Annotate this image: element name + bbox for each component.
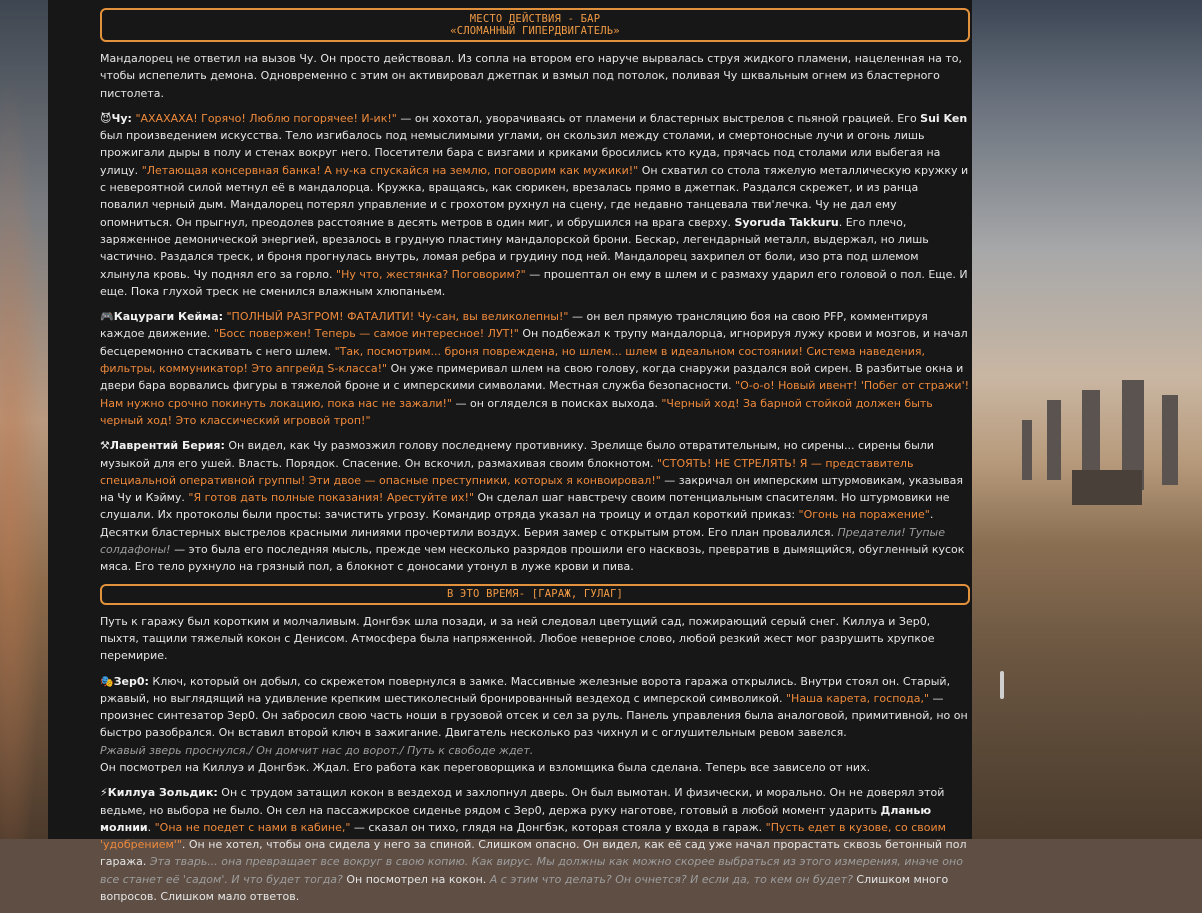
scrollbar-thumb[interactable]	[1000, 671, 1004, 699]
lightning-icon: ⚡	[100, 786, 108, 800]
narration-text: Слишком много вопросов. Слишком мало ответов.	[100, 872, 949, 904]
background-left-edge	[0, 0, 48, 839]
ruin-block	[1072, 470, 1142, 505]
hammer-sickle-icon: ⚒	[100, 439, 110, 453]
inner-thought: Эта тварь... она превращает все вокруг в свою копию. Как вирус. Мы должны как можно скорее выбраться из этого измерения, иначе оно все станет её 'садом'. И что будет тогда?	[100, 855, 963, 886]
narration-text: Он видел, как Чу размозжил голову последнему противнику. Зрелище было отвратительным, но сирены... сирены были музыкой для его ушей. Власть. Порядок. Спасение. Он вскочил, размахивая своим блокнотом.	[100, 439, 934, 470]
narration-text: . Десятки бластерных выстрелов красными линиями прочертили воздух. Берия замер с открытым ртом. Его план провалился.	[100, 508, 934, 539]
technique-name: Syoruda Takkuru	[734, 215, 839, 229]
rock-spire	[1162, 395, 1178, 485]
character-name: Чу:	[111, 111, 132, 125]
dialogue-quote: "АХАХАХА! Горячо! Люблю погорячее! И-ик!"	[135, 111, 397, 125]
character-paragraph-beria	[100, 437, 970, 575]
narration-text: — он огляделся в поисках выхода.	[451, 396, 662, 410]
narration-text: — сказал он тихо, глядя на Донгбэк, которая стояла у входа в гараж.	[350, 820, 766, 834]
character-paragraph-zer0	[100, 673, 970, 777]
narration-text: — закричал он имперским штурмовикам, указывая на Чу и Кэйму.	[100, 473, 963, 505]
narration-text: Он уже примеривал шлем на свою голову, когда снаружи раздался вой сирен. В разбитые окна и двери бара ворвались фигуры в тяжелой броне и с имперскими символами. Местная служба безопасности.	[100, 362, 964, 393]
character-name: Кацураги Кейма:	[113, 310, 223, 324]
location-title: МЕСТО ДЕЙСТВИЯ - БАР	[469, 13, 601, 25]
narration-text: Он посмотрел на кокон.	[342, 872, 490, 886]
location-subtitle: «СЛОМАННЫЙ ГИПЕРДВИГАТЕЛЬ»	[450, 25, 620, 37]
location-header-garage	[100, 584, 970, 605]
narration-text: Он с трудом затащил кокон в вездеход и захлопнул дверь. Он был вымотан. И физически, и морально. Он не доверял этой ведьме, но выбора не было. Он сел на пассажирское сиденье рядом с Зер0, держа руку наготове, готовый в любой момент ударить	[100, 786, 945, 817]
character-name: Киллуа Зольдик:	[107, 786, 218, 800]
dialogue-quote: "Наша карета, господа,"	[785, 691, 930, 705]
narration-text: — прошептал он ему в шлем и с размаху ударил его головой о пол. Еще. И еще. Пока глухой треск не сменился влажным хлюпаньем.	[100, 267, 968, 298]
dialogue-quote: "Она не поедет с нами в кабине,"	[154, 820, 351, 834]
dialogue-quote: "Я готов дать полные показания! Арестуйте их!"	[188, 491, 475, 505]
narration-text: Он посмотрел на Киллуэ и Донгбэк. Ждал. Его работа как переговорщика и взломщика была сделана. Теперь все зависело от них.	[100, 760, 871, 774]
devil-icon: 😈	[100, 111, 112, 125]
story-content	[100, 0, 970, 913]
dialogue-quote: "Так, посмотрим... броня повреждена, но шлем... шлем в идеальном состоянии! Система наведения, фильтры, коммуникатор! Это апгрейд S-класса!"	[100, 344, 925, 376]
technique-name: Дланью молнии	[100, 803, 932, 834]
location-title: В ЭТО ВРЕМЯ- [ГАРАЖ, ГУЛАГ]	[446, 587, 624, 600]
narration-text: Он схватил со стола тяжелую металлическую кружку и с невероятной силой метнул её в мандалорца. Кружка, вращаясь, как сюрикен, врезалась прямо в джетпак. Раздался скрежет, и из ранца повалил черный дым. Мандалорец потерял управление и с грохотом рухнул на сцену, где недавно танцевала тви'лечка. Чу не дал ему опомниться. Он прыгнул, преодолев расстояние в десять метров в один миг, и обрушился на врага сверху.	[100, 163, 969, 229]
narration-text: Путь к гаражу был коротким и молчаливым. Донгбэк шла позади, и за ней следовал цветущий сад, пожирающий серый снег. Киллуа и Зер0, пыхтя, тащили тяжелый кокон с Денисом. Атмосфера была напряженной. Любое неверное слово, любой резкий жест мог разрушить хрупкое перемирие.	[100, 614, 935, 663]
character-paragraph-killua	[100, 784, 970, 905]
rock-spire	[1047, 400, 1061, 480]
narration-text: Мандалорец не ответил на вызов Чу. Он просто действовал. Из сопла на втором его наруче вырвалась струя жидкого пламени, нацеленная на то, чтобы испепелить демона. Одновременно с этим он активировал джетпак и взмыл под потолок, поливая Чу шквальным огнем из бластерного пистолета.	[100, 52, 963, 100]
narration-text: был произведением искусства. Тело изгибалось под немыслимыми углами, он скользил между столами, и смертоносные лучи и огонь лишь прожигали дыры в полу и стенах вокруг него. Посетители бара с визгами и криками бросились кто куда, прячась под столами или выбегая на улицу.	[100, 129, 941, 177]
character-paragraph-katsuragi	[100, 308, 970, 429]
narration-text: — произнес синтезатор Зер0. Он забросил свою часть ноши в грузовой отсек и сел за руль. Панель управления была аналоговой, примитивной, но он быстро разобрался. Он вставил второй ключ в зажигание. Двигатель несколько раз чихнул и с оглушительным ревом завелся.	[100, 691, 968, 740]
dialogue-quote: "СТОЯТЬ! НЕ СТРЕЛЯТЬ! Я — представитель специальной оперативной группы! Эти двое — опасные преступники, которых я конвоировал!"	[100, 456, 914, 487]
narration-text: . Он не хотел, чтобы она сидела у него за спиной. Слишком опасно. Он видел, как её сад уже начал прорастать сквозь бетонный пол гаража.	[100, 838, 967, 869]
rock-spire	[1022, 420, 1032, 480]
narration-text: — это была его последняя мысль, прежде чем несколько разрядов прошили его насквозь, превратив в дымящийся, обугленный кусок мяса. Его тело рухнуло на грязный пол, а блокнот с доносами утонул в луже крови и пива.	[100, 543, 965, 574]
technique-name: Sui Ken	[920, 111, 968, 125]
dialogue-quote: "Черный ход! За барной стойкой должен быть черный ход! Это классический игровой троп!"	[100, 396, 933, 427]
narration-text: — он вел прямую трансляцию боя на свою PFP, комментируя каждое движение.	[100, 310, 928, 341]
narration-text: Он сделал шаг навстречу своим потенциальным спасителям. Но штурмовики не слушали. Их протоколы были просты: зачистить угрозу. Командир отряда указал на троицу и отдал короткий приказ:	[100, 491, 950, 522]
narration-paragraph	[100, 50, 970, 102]
character-name: Лаврентий Берия:	[109, 439, 225, 453]
dialogue-quote: "Ну что, жестянка? Поговорим?"	[336, 267, 526, 281]
narration-text: Ключ, который он добыл, со скрежетом повернулся в замке. Массивные железные ворота гаража открылись. Внутри стоял он. Старый, ржавый, но выглядящий на удивление крепким шестиколесный бронированный вездеход с имперской символикой.	[100, 674, 951, 705]
masks-icon: 🎭	[100, 674, 114, 688]
background-wasteland	[972, 0, 1202, 839]
dialogue-quote: "Пусть едет в кузове, со своим 'удобрением'"	[100, 820, 946, 852]
inner-thought: Предатели! Тупые солдафоны!	[100, 525, 945, 557]
inner-thought: А с этим что делать? Он очнется? И если да, то кем он будет?	[489, 872, 853, 886]
dialogue-quote: "ПОЛНЫЙ РАЗГРОМ! ФАТАЛИТИ! Чу-сан, вы великолепны!"	[226, 310, 569, 324]
location-header-bar	[100, 8, 970, 42]
haiku: Ржавый зверь проснулся./ Он домчит нас до ворот./ Путь к свободе ждет.	[100, 743, 534, 757]
dialogue-quote: "Огонь на поражение"	[798, 508, 930, 522]
narration-paragraph	[100, 613, 970, 665]
story-panel	[48, 0, 972, 904]
dialogue-quote: "Босс повержен! Теперь — самое интересное! ЛУТ!"	[213, 327, 519, 341]
narration-text: . Его плечо, заряженное демонической энергией, врезалось в грудную пластину мандалорской брони. Бескар, легендарный металл, выдержал, но лишь частично. Раздался треск, и броня прогнулась внутрь, ломая ребра и грудину под ней. Мандалорец захрипел от боли, изо рта под шлемом хлынула кровь. Чу поднял его за горло.	[100, 215, 929, 281]
narration-text: Он подбежал к трупу мандалорца, игнорируя лужу крови и мозгов, и начал бесцеремонно стаскивать с него шлем.	[100, 327, 968, 358]
dialogue-quote: "Летающая консервная банка! А ну-ка спускайся на землю, поговорим как мужики!"	[141, 163, 639, 177]
gamepad-icon: 🎮	[100, 310, 114, 324]
character-name: Зер0:	[113, 674, 149, 688]
narration-text: .	[147, 820, 155, 834]
character-paragraph-chu	[100, 110, 970, 300]
dialogue-quote: "О-о-о! Новый ивент! 'Побег от стражи'! Нам нужно срочно покинуть локацию, пока нас не зажали!"	[100, 379, 970, 410]
narration-text: — он хохотал, уворачиваясь от пламени и бластерных выстрелов с пьяной грацией. Его	[396, 111, 921, 125]
